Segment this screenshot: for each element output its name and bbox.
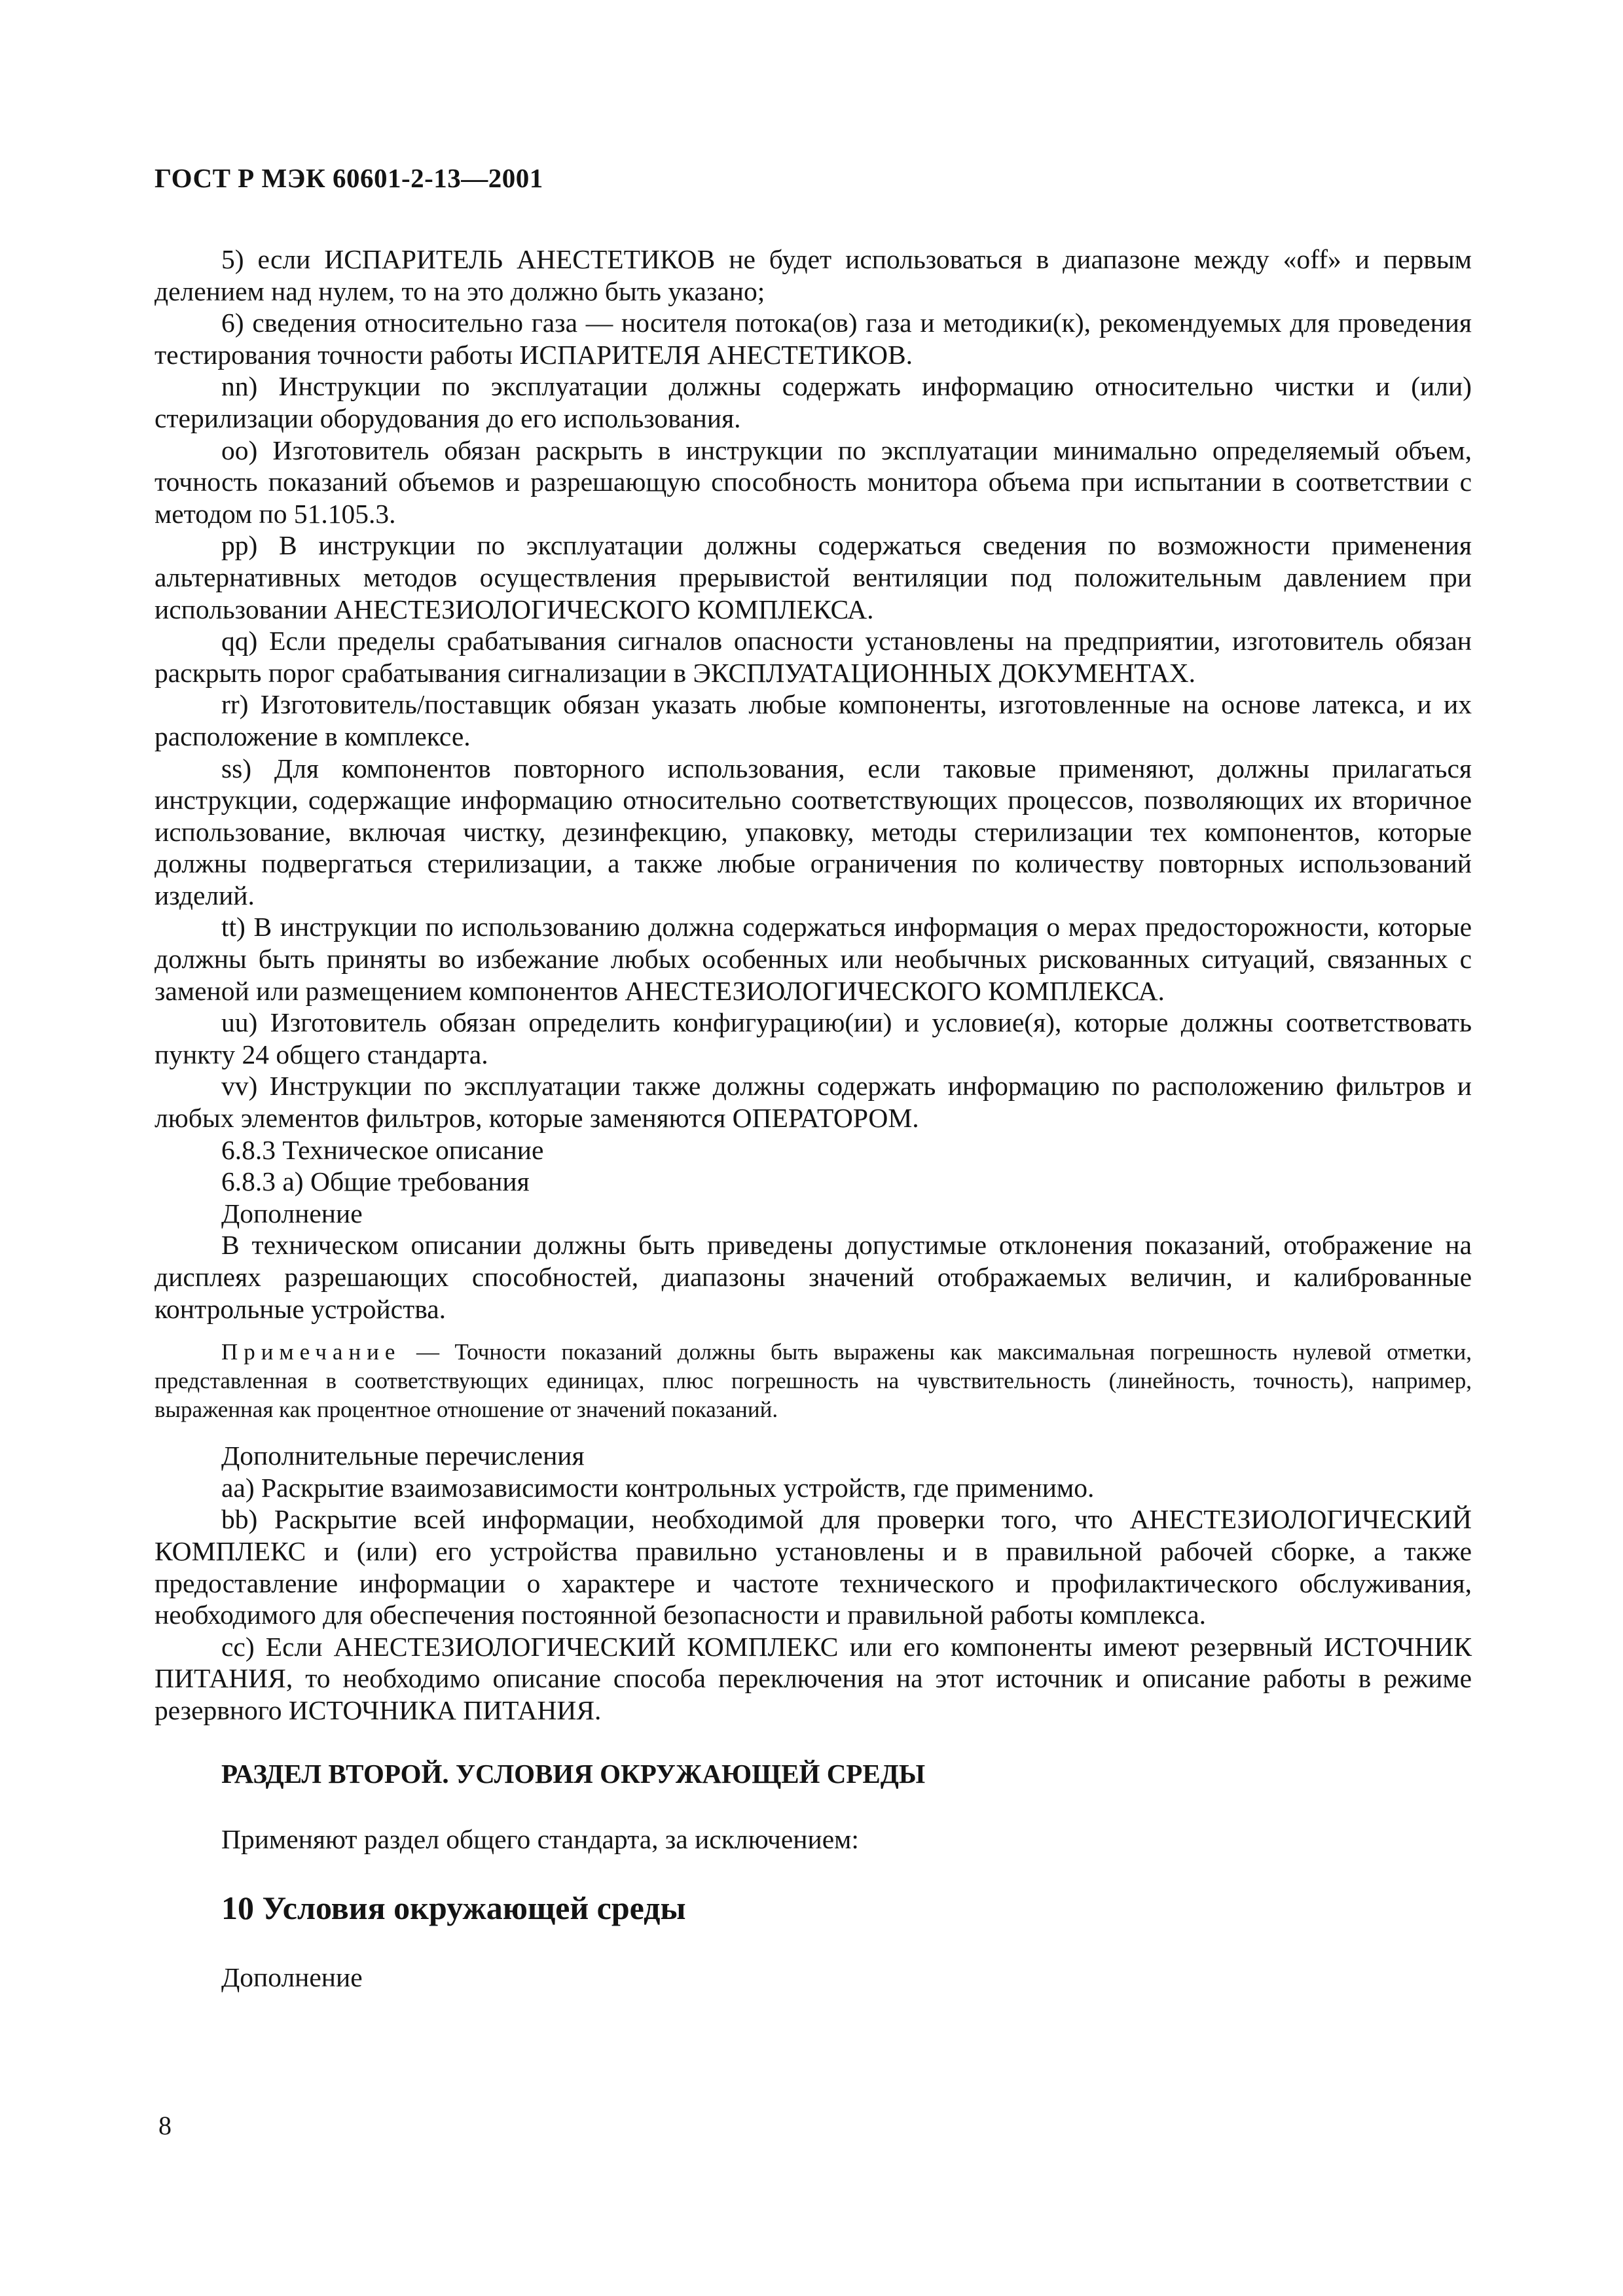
paragraph-item-tt: tt) В инструкции по использованию должна содержаться информация о мерах предосторожности, которые должны быть приняты во избежание любых особенных или необычных рискованных ситуаций, связанных с заменой или размещением компонентов АНЕСТЕЗИОЛОГИЧЕСКОГО КОМПЛЕКСА.	[155, 912, 1472, 1006]
document-header: ГОСТ Р МЭК 60601-2-13—2001	[155, 163, 543, 193]
paragraph-item-ss: ss) Для компонентов повторного использования, если таковые применяют, должны прилагаться инструкции, содержащие информацию относительно соответствующих процессов, позволяющих их вторичное использование, включая чистку, дезинфекцию, упаковку, методы стерилизации тех компонентов, которые должны подвергаться стерилизации, а также любые ограничения по количеству повторных использований изделий.	[155, 753, 1472, 910]
paragraph-item-5: 5) если ИСПАРИТЕЛЬ АНЕСТЕТИКОВ не будет использоваться в диапазоне между «off» и первым делением над нулем, то на это должно быть указано;	[155, 244, 1472, 306]
note-label: Примечание	[221, 1339, 401, 1365]
clause-addition-label: Дополнение	[221, 1962, 363, 1993]
paragraph-item-nn: nn) Инструкции по эксплуатации должны содержать информацию относительно чистки и (или) стерилизации оборудования до его использования.	[155, 371, 1472, 433]
subclause-general-requirements: 6.8.3 a) Общие требования	[221, 1166, 530, 1197]
document-page	[155, 0, 1472, 2296]
addition-label: Дополнение	[221, 1198, 363, 1229]
section-title: РАЗДЕЛ ВТОРОЙ. УСЛОВИЯ ОКРУЖАЮЩЕЙ СРЕДЫ	[221, 1758, 926, 1789]
page-number: 8	[158, 2111, 172, 2140]
note-text: — Точности показаний должны быть выражены как максимальная погрешность нулевой отметки, представленная в соответствующих единицах, плюс погрешность на чувствительность (линейность, точность), например, выраженная как процентное отношение от значений показаний.	[155, 1339, 1472, 1423]
tech-description-text: В техническом описании должны быть приведены допустимые отклонения показаний, отображение на дисплеях разрешающих способностей, диапазоны значений отображаемых величин, и калиброванные контрольные устройства.	[155, 1230, 1472, 1324]
enumeration-item-bb: bb) Раскрытие всей информации, необходимой для проверки того, что АНЕСТЕЗИОЛОГИЧЕСКИЙ КОМПЛЕКС и (или) его устройства правильно установлены и в правильной рабочей сборке, а также предоставление информации о характере и частоте технического и профилактического обслуживания, необходимого для обеспечения постоянной безопасности и правильной работы комплекса.	[155, 1504, 1472, 1630]
paragraph-item-6: 6) сведения относительно газа — носителя потока(ов) газа и методики(к), рекомендуемых для проведения тестирования точности работы ИСПАРИТЕЛЯ АНЕСТЕТИКОВ.	[155, 308, 1472, 370]
subclause-technical-description: 6.8.3 Техническое описание	[221, 1134, 544, 1165]
additional-enumerations-label: Дополнительные перечисления	[221, 1441, 585, 1471]
document-body	[155, 243, 1472, 1994]
paragraph-item-oo: oo) Изготовитель обязан раскрыть в инструкции по эксплуатации минимально определяемый объем, точность показаний объемов и разрешающую способность монитора объема при испытании в соответствии с методом по 51.105.3.	[155, 435, 1472, 529]
note-block	[155, 1338, 1472, 1424]
paragraph-item-qq: qq) Если пределы срабатывания сигналов опасности установлены на предприятии, изготовитель обязан раскрыть порог срабатывания сигнализации в ЭКСПЛУАТАЦИОННЫХ ДОКУМЕНТАХ.	[155, 626, 1472, 688]
enumeration-item-aa: aa) Раскрытие взаимозависимости контрольных устройств, где применимо.	[221, 1472, 1095, 1503]
paragraph-item-pp: pp) В инструкции по эксплуатации должны содержаться сведения по возможности применения альтернативных методов осуществления прерывистой вентиляции под положительным давлением при использовании АНЕСТЕЗИОЛОГИЧЕСКОГО КОМПЛЕКСА.	[155, 530, 1472, 624]
paragraph-item-vv: vv) Инструкции по эксплуатации также должны содержать информацию по расположению фильтров и любых элементов фильтров, которые заменяются ОПЕРАТОРОМ.	[155, 1071, 1472, 1134]
section-intro: Применяют раздел общего стандарта, за исключением:	[221, 1824, 859, 1855]
paragraph-item-uu: uu) Изготовитель обязан определить конфигурацию(ии) и условие(я), которые должны соответствовать пункту 24 общего стандарта.	[155, 1007, 1472, 1069]
clause-title: 10 Условия окружающей среды	[221, 1889, 686, 1926]
enumeration-item-cc: cc) Если АНЕСТЕЗИОЛОГИЧЕСКИЙ КОМПЛЕКС или его компоненты имеют резервный ИСТОЧНИК ПИТАНИЯ, то необходимо описание способа переключения на этот источник и описание работы в режиме резервного ИСТОЧНИКА ПИТАНИЯ.	[155, 1631, 1472, 1725]
paragraph-item-rr: rr) Изготовитель/поставщик обязан указать любые компоненты, изготовленные на основе латекса, и их расположение в комплексе.	[155, 689, 1472, 751]
